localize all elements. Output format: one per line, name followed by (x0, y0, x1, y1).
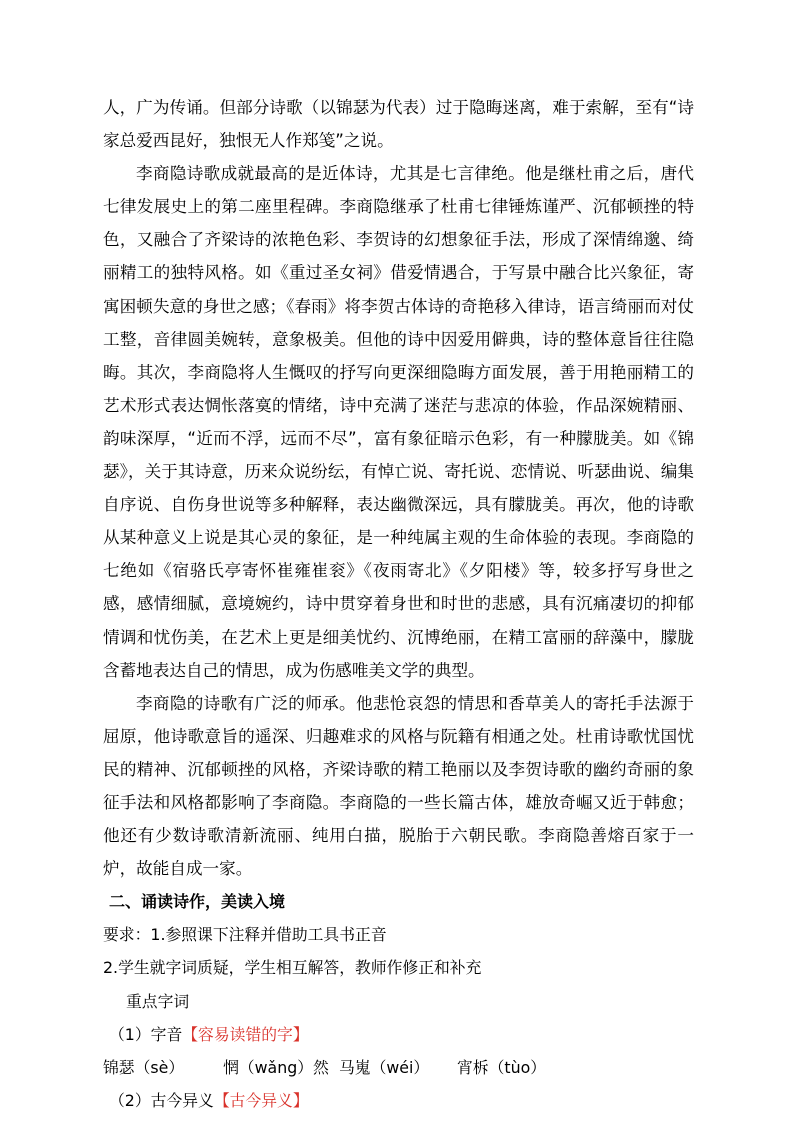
requirement-line-2: 2.学生就字词质疑，学生相互解答，教师作修正和补充 (103, 958, 482, 978)
ancient-modern-heading (103, 1084, 694, 1117)
requirement-line-1: 要求：1.参照课下注释并借助工具书正音 (103, 925, 387, 945)
ancient-modern-tag: 【古今异义】 (213, 1090, 309, 1110)
word-item: 惘（wǎng）然 (223, 1057, 329, 1077)
pronunciation-heading (103, 1018, 694, 1051)
paragraph-poetic-lineage: 李商隐的诗歌有广泛的师承。他悲怆哀怨的情思和香草美人的寄托手法源于屈原，他诗歌意旨的遥深、归趣难求的风格与阮籍有相通之处。杜甫诗歌忧国忧民的精神、沉郁顿挫的风格，齐梁诗歌的精工艳丽以及李贺诗歌的幽约奇丽的象征手法和风格都影响了李商隐。李商隐的一些长篇古体，雄放奇崛又近于韩愈；他还有少数诗歌清新流丽、纯用白描，脱胎于六朝民歌。李商隐善熔百家于一炉，故能自成一家。 (103, 693, 694, 879)
word-item: 锦瑟（sè） (103, 1057, 185, 1077)
pronunciation-label: （1）字音 (109, 1024, 183, 1044)
key-words-label: 重点字词 (126, 991, 190, 1011)
document-body (103, 91, 694, 1117)
pronunciation-word-list (103, 1051, 694, 1084)
paragraph-poetry-achievement: 李商隐诗歌成就最高的是近体诗，尤其是七言律绝。他是继杜甫之后，唐代七律发展史上的第二座里程碑。李商隐继承了杜甫七律锤炼谨严、沉郁顿挫的特色，又融合了齐梁诗的浓艳色彩、李贺诗的幻想象征手法，形成了深情绵邈、绮丽精工的独特风格。如《重过圣女祠》借爱情遇合，于写景中融合比兴象征，寄寓困顿失意的身世之感；《春雨》将李贺古体诗的奇艳移入律诗，语言绮丽而对仗工整，音律圆美婉转，意象极美。但他的诗中因爱用僻典，诗的整体意旨往往隐晦。其次，李商隐将人生慨叹的抒写向更深细隐晦方面发展，善于用艳丽精工的艺术形式表达惆怅落寞的情绪，诗中充满了迷茫与悲凉的体验，作品深婉精丽、韵味深厚，“近而不浮，远而不尽”，富有象征暗示色彩，有一种朦胧美。如《锦瑟》，关于其诗意，历来众说纷纭，有悼亡说、寄托说、恋情说、听瑟曲说、编集自序说、自伤身世说等多种解释，表达幽微深远，具有朦胧美。再次，他的诗歌从某种意义上说是其心灵的象征，是一种纯属主观的生命体验的表现。李商隐的七绝如《宿骆氏亭寄怀崔雍崔衮》《夜雨寄北》《夕阳楼》等，较多抒写身世之感，感情细腻，意境婉约，诗中贯穿着身世和时世的悲感，具有沉痛凄切的抑郁情调和忧伤美，在艺术上更是细美忧约、沉博绝丽，在精工富丽的辞藻中，朦胧含蓄地表达自己的情思，成为伤感唯美文学的典型。 (103, 164, 694, 680)
paragraph-continuation: 人，广为传诵。但部分诗歌（以锦瑟为代表）过于隐晦迷离，难于索解，至有“诗家总爱西昆好，独恨无人作郑笺”之说。 (103, 98, 694, 151)
word-item: 马嵬（wéi） (339, 1057, 430, 1077)
ancient-modern-label: （2）古今异义 (109, 1090, 214, 1110)
word-item: 宵柝（tùo） (457, 1057, 547, 1077)
section-heading: 二、诵读诗作，美读入境 (109, 892, 286, 912)
pronunciation-tag: 【容易读错的字】 (182, 1024, 309, 1044)
